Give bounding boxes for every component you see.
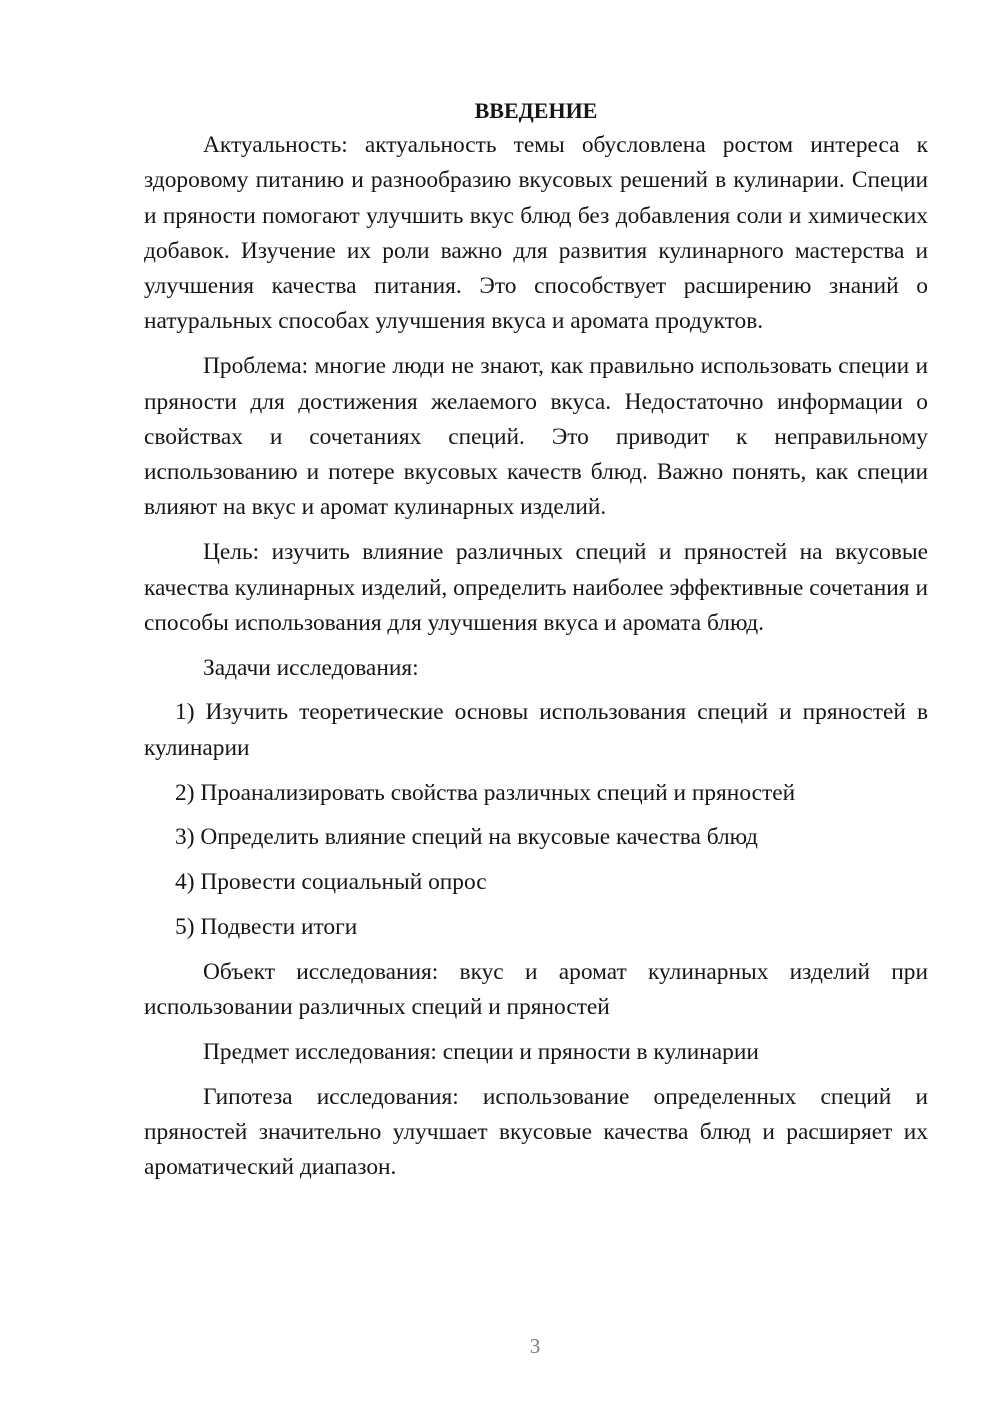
relevance-paragraph: Актуальность: актуальность темы обусловлена ростом интереса к здоровому питанию и разнообразию вкусовых решений в кулинарии. Специи и пряности помогают улучшить вкус блюд без добавления соли и химических добавок. Изучение их роли важно для развития кулинарного мастерства и улучшения качества питания. Это способствует расширению знаний о натуральных способах улучшения вкуса и аромата продуктов. <box>144 132 928 335</box>
page-content <box>144 94 928 1195</box>
goal-paragraph: Цель: изучить влияние различных специй и пряностей на вкусовые качества кулинарных изделий, определить наиболее эффективные сочетания и способы использования для улучшения вкуса и аромата блюд. <box>144 539 928 636</box>
task-item-2: 2) Проанализировать свойства различных специй и пряностей <box>175 779 796 806</box>
task-item-3: 3) Определить влияние специй на вкусовые качества блюд <box>175 824 758 851</box>
object-paragraph: Объект исследования: вкус и аромат кулинарных изделий при использовании различных специй и пряностей <box>144 958 928 1021</box>
tasks-title: Задачи исследования: <box>203 654 419 681</box>
task-item-1: 1) Изучить теоретические основы использования специй и пряностей в кулинарии <box>144 699 928 761</box>
hypothesis-paragraph: Гипотеза исследования: использование определенных специй и пряностей значительно улучшает вкусовые качества блюд и расширяет их ароматический диапазон. <box>144 1083 928 1181</box>
problem-paragraph: Проблема: многие люди не знают, как правильно использовать специи и пряности для достижения желаемого вкуса. Недостаточно информации о свойствах и сочетаниях специй. Это приводит к неправильному использованию и потере вкусовых качеств блюд. Важно понять, как специи влияют на вкус и аромат кулинарных изделий. <box>144 353 928 521</box>
task-item-4: 4) Провести социальный опрос <box>175 869 487 896</box>
task-item-5: 5) Подвести итоги <box>175 913 358 940</box>
subject-paragraph: Предмет исследования: специи и пряности в кулинарии <box>203 1038 759 1065</box>
page-number: 3 <box>529 1334 541 1358</box>
section-heading: ВВЕДЕНИЕ <box>474 98 598 123</box>
